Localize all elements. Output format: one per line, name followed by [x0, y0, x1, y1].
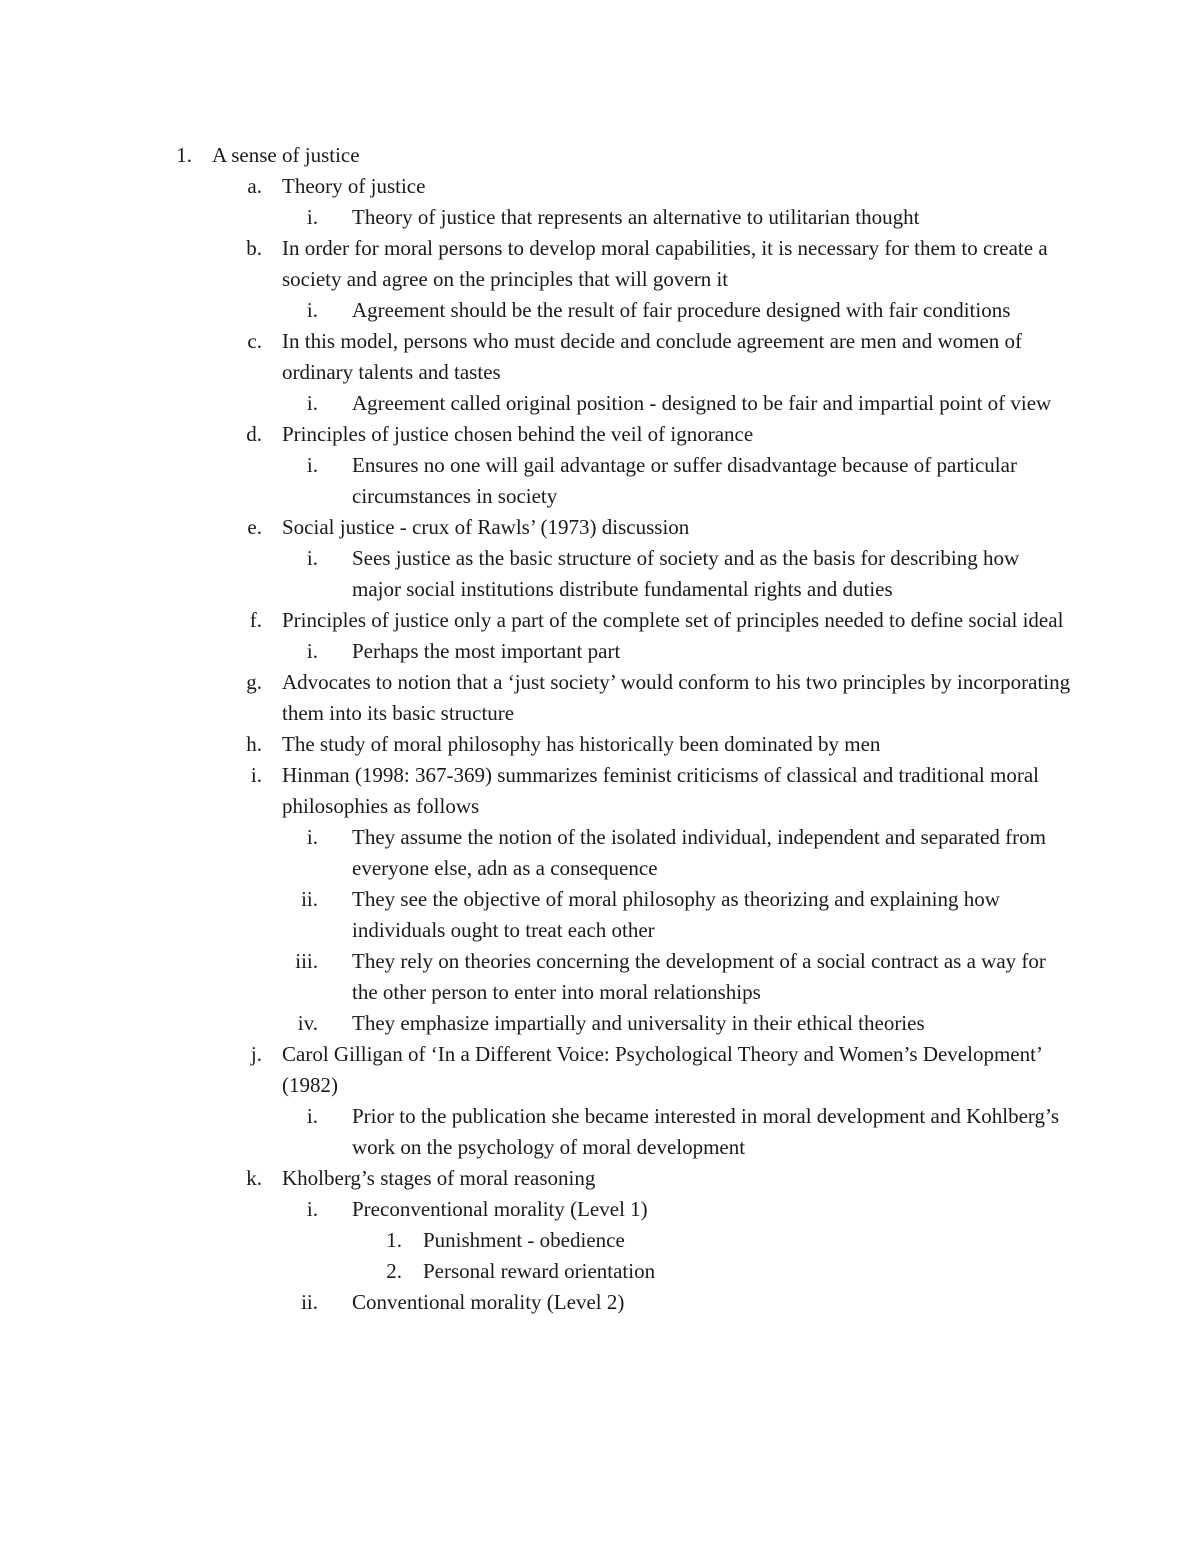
list-marker: c. — [247, 329, 262, 353]
outline-item-level-3 — [0, 202, 1200, 233]
list-marker: i. — [306, 453, 318, 477]
outline-item-level-3 — [0, 946, 1200, 1008]
list-marker: k. — [246, 1166, 262, 1190]
list-marker: i. — [306, 639, 318, 663]
outline-item-level-4 — [0, 1225, 1200, 1256]
list-marker: b. — [246, 236, 262, 260]
list-item-text: They see the objective of moral philosophy as theorizing and explaining how individuals ought to treat each other — [352, 887, 1000, 942]
outline-item-level-3 — [0, 1287, 1200, 1318]
outline-item-level-2 — [0, 605, 1200, 636]
outline-item-level-2 — [0, 760, 1200, 822]
outline-item-level-3 — [0, 295, 1200, 326]
list-marker: i. — [306, 205, 318, 229]
list-marker: iv. — [297, 1011, 318, 1035]
outline-item-level-4 — [0, 1256, 1200, 1287]
list-item-text: Conventional morality (Level 2) — [352, 1290, 625, 1314]
outline-item-level-3 — [0, 822, 1200, 884]
outline-item-level-2 — [0, 667, 1200, 729]
list-item-text: Personal reward orientation — [423, 1259, 656, 1283]
list-marker: h. — [246, 732, 262, 756]
list-item-text: Carol Gilligan of ‘In a Different Voice: Psychological Theory and Women’s Development’ (1982) — [282, 1042, 1042, 1097]
outline-item-level-2 — [0, 512, 1200, 543]
outline-item-level-3 — [0, 636, 1200, 667]
list-marker: 2. — [386, 1259, 402, 1283]
list-item-text: They assume the notion of the isolated individual, independent and separated from everyone else, adn as a consequence — [352, 825, 1046, 880]
list-item-text: Theory of justice — [282, 174, 426, 198]
list-marker: ii. — [301, 1290, 318, 1314]
outline-item-level-3 — [0, 450, 1200, 512]
list-marker: iii. — [295, 949, 318, 973]
list-item-text: Sees justice as the basic structure of society and as the basis for describing how major social institutions distribute fundamental rights and duties — [352, 546, 1020, 601]
outline-item-level-2 — [0, 729, 1200, 760]
list-item-text: A sense of justice — [212, 143, 360, 167]
list-marker: f. — [249, 608, 262, 632]
list-marker: e. — [247, 515, 262, 539]
outline-item-level-1 — [0, 140, 1200, 171]
list-item-text: Agreement should be the result of fair procedure designed with fair conditions — [352, 298, 1011, 322]
outline-item-level-3 — [0, 1008, 1200, 1039]
list-item-text: Agreement called original position - designed to be fair and impartial point of view — [352, 391, 1052, 415]
list-item-text: Punishment - obedience — [423, 1228, 625, 1252]
list-marker: g. — [246, 670, 262, 694]
outline-list — [0, 140, 1200, 1318]
list-marker: d. — [246, 422, 262, 446]
list-item-text: Hinman (1998: 367-369) summarizes feminist criticisms of classical and traditional moral philosophies as follows — [282, 763, 1039, 818]
list-item-text: They rely on theories concerning the development of a social contract as a way for the other person to enter into moral relationships — [352, 949, 1046, 1004]
list-marker: i. — [306, 825, 318, 849]
outline-item-level-2 — [0, 233, 1200, 295]
list-marker: 1. — [386, 1228, 402, 1252]
list-marker: 1. — [176, 143, 192, 167]
list-item-text: The study of moral philosophy has historically been dominated by men — [282, 732, 881, 756]
list-marker: i. — [306, 1104, 318, 1128]
outline-item-level-2 — [0, 419, 1200, 450]
outline-item-level-3 — [0, 1101, 1200, 1163]
list-item-text: In this model, persons who must decide and conclude agreement are men and women of ordinary talents and tastes — [282, 329, 1023, 384]
outline-item-level-2 — [0, 171, 1200, 202]
list-marker: i. — [306, 391, 318, 415]
list-item-text: Kholberg’s stages of moral reasoning — [282, 1166, 596, 1190]
list-item-text: They emphasize impartially and universality in their ethical theories — [352, 1011, 925, 1035]
outline-item-level-2 — [0, 326, 1200, 388]
list-item-text: Advocates to notion that a ‘just society’ would conform to his two principles by incorporating them into its basic structure — [282, 670, 1071, 725]
list-item-text: Perhaps the most important part — [352, 639, 621, 663]
list-marker: a. — [247, 174, 262, 198]
list-marker: j. — [250, 1042, 262, 1066]
outline-item-level-3 — [0, 388, 1200, 419]
outline-item-level-2 — [0, 1163, 1200, 1194]
list-item-text: Theory of justice that represents an alternative to utilitarian thought — [352, 205, 920, 229]
outline-item-level-2 — [0, 1039, 1200, 1101]
list-marker: i. — [250, 763, 262, 787]
list-item-text: Preconventional morality (Level 1) — [352, 1197, 648, 1221]
list-item-text: In order for moral persons to develop moral capabilities, it is necessary for them to create a society and agree on the principles that will govern it — [282, 236, 1048, 291]
list-item-text: Social justice - crux of Rawls’ (1973) discussion — [282, 515, 690, 539]
list-item-text: Prior to the publication she became interested in moral development and Kohlberg’s work on the psychology of moral development — [352, 1104, 1060, 1159]
list-item-text: Ensures no one will gail advantage or suffer disadvantage because of particular circumstances in society — [352, 453, 1017, 508]
outline-item-level-3 — [0, 1194, 1200, 1225]
list-marker: ii. — [301, 887, 318, 911]
outline-item-level-3 — [0, 543, 1200, 605]
list-marker: i. — [306, 1197, 318, 1221]
list-marker: i. — [306, 546, 318, 570]
list-item-text: Principles of justice chosen behind the veil of ignorance — [282, 422, 754, 446]
outline-item-level-3 — [0, 884, 1200, 946]
list-item-text: Principles of justice only a part of the complete set of principles needed to define social ideal — [282, 608, 1064, 632]
list-marker: i. — [306, 298, 318, 322]
